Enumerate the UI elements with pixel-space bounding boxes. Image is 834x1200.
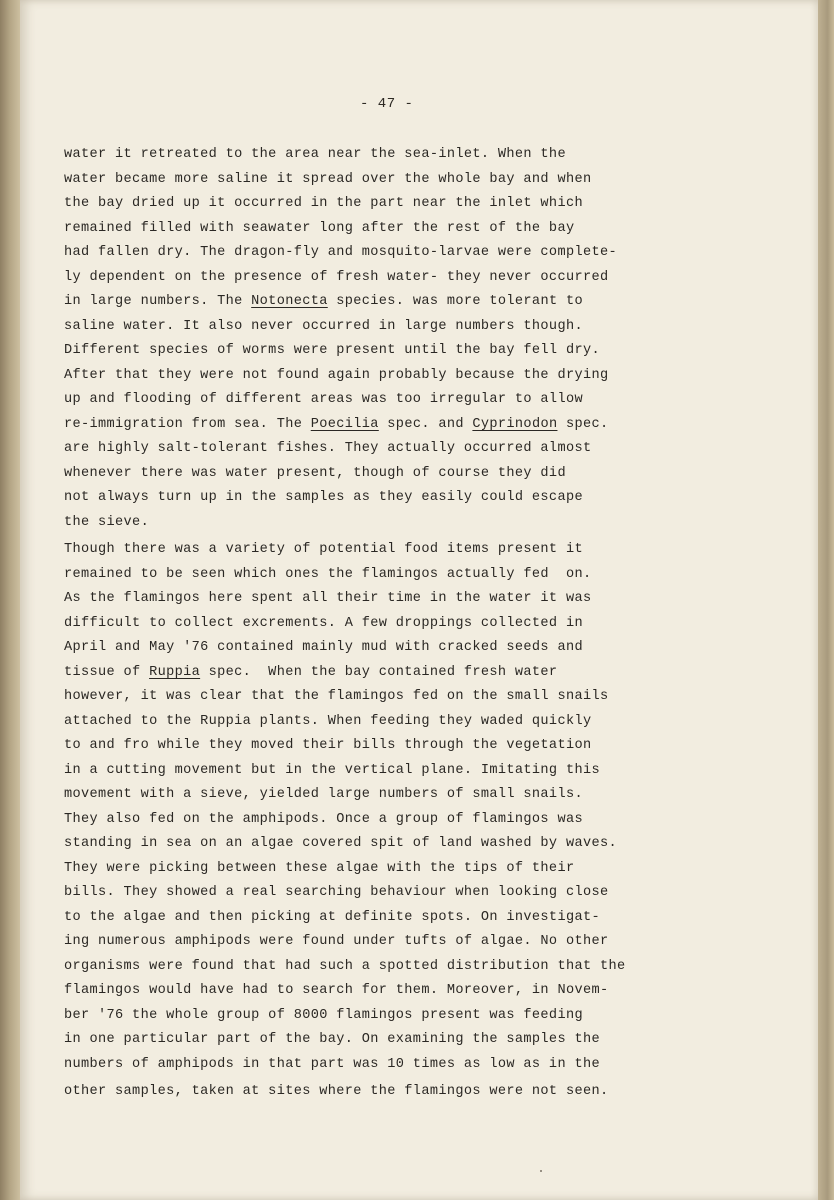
text-line	[64, 143, 764, 168]
text-line	[64, 783, 764, 808]
text-run: difficult to collect excrements. A few droppings collected in	[64, 615, 583, 631]
text-line	[64, 462, 764, 487]
text-run: tissue of	[64, 664, 150, 680]
text-run: As the flamingos here spent all their time in the water it was	[64, 591, 592, 606]
text-run: saline water. It also never occurred in large numbers though.	[64, 318, 583, 334]
text-run: up and flooding of different areas was too irregular to allow	[64, 392, 583, 407]
text-run: whenever there was water present, though of course they did	[64, 465, 566, 481]
text-run: water became more saline it spread over the whole bay and when	[64, 171, 592, 187]
text-line	[64, 881, 764, 906]
text-run: Though there was a variety of potential food items present it	[64, 542, 583, 557]
text-line	[64, 266, 764, 291]
text-run: re-immigration from sea. The	[64, 416, 311, 432]
text-run: spec. When the bay contained fresh water	[200, 664, 558, 680]
underlined-taxon: Cyprinodon	[472, 416, 558, 432]
text-line	[64, 906, 764, 931]
text-line	[64, 636, 764, 661]
text-line	[64, 734, 764, 759]
text-run: spec. and	[378, 416, 473, 432]
text-run: in one particular part of the bay. On examining the samples the	[64, 1032, 600, 1047]
text-run: flamingos would have had to search for them. Moreover, in Novem-	[64, 983, 609, 998]
text-run: standing in sea on an algae covered spit of land washed by waves.	[64, 836, 617, 851]
text-line	[64, 1028, 764, 1053]
text-run: had fallen dry. The dragon-fly and mosquito-larvae were complete-	[64, 245, 617, 260]
text-run: After that they were not found again probably because the drying	[64, 367, 609, 383]
text-line	[64, 1080, 764, 1105]
text-line	[64, 1004, 764, 1029]
text-run: April and May '76 contained mainly mud with cracked seeds and	[64, 640, 583, 655]
text-run: ly dependent on the presence of fresh water- they never occurred	[64, 269, 609, 285]
text-line	[64, 511, 764, 536]
page-number: - 47 -	[360, 96, 414, 112]
text-line	[64, 217, 764, 242]
text-run: spec.	[557, 416, 609, 432]
text-run: in large numbers. The	[64, 294, 252, 309]
body-text	[64, 143, 764, 1105]
text-line	[64, 241, 764, 266]
text-run: not always turn up in the samples as they easily could escape	[64, 490, 583, 505]
document-page	[20, 0, 818, 1200]
text-line	[64, 710, 764, 735]
text-line	[64, 685, 764, 710]
binding-shadow	[0, 0, 22, 1200]
text-line	[64, 486, 764, 511]
text-run: Different species of worms were present until the bay fell dry.	[64, 343, 600, 358]
underlined-taxon: Poecilia	[310, 416, 379, 432]
text-run: remained to be seen which ones the flamingos actually fed on.	[64, 566, 592, 582]
text-line	[64, 192, 764, 217]
text-run: organisms were found that had such a spotted distribution that the	[64, 958, 626, 974]
text-run: to the algae and then picking at definite spots. On investigat-	[64, 909, 600, 925]
next-page-edge	[818, 0, 834, 1200]
text-run: They were picking between these algae with the tips of their	[64, 860, 575, 876]
text-run: ing numerous amphipods were found under tufts of algae. No other	[64, 934, 609, 949]
text-run: bills. They showed a real searching behaviour when looking close	[64, 885, 609, 900]
text-run: numbers of amphipods in that part was 10 times as low as in the	[64, 1056, 600, 1072]
text-run: movement with a sieve, yielded large numbers of small snails.	[64, 787, 583, 802]
text-line	[64, 364, 764, 389]
text-line	[64, 612, 764, 637]
underlined-taxon: Ruppia	[149, 664, 201, 680]
text-line	[64, 168, 764, 193]
text-line	[64, 808, 764, 833]
text-line	[64, 388, 764, 413]
text-line	[64, 563, 764, 588]
text-line	[64, 437, 764, 462]
text-line	[64, 538, 764, 563]
text-run: ber '76 the whole group of 8000 flamingos present was feeding	[64, 1007, 583, 1023]
text-line	[64, 587, 764, 612]
text-line	[64, 290, 764, 315]
text-line	[64, 979, 764, 1004]
text-run: to and fro while they moved their bills through the vegetation	[64, 738, 592, 753]
text-line	[64, 930, 764, 955]
text-run: are highly salt-tolerant fishes. They actually occurred almost	[64, 441, 592, 456]
text-run: remained filled with seawater long after the rest of the bay	[64, 220, 575, 236]
text-line	[64, 339, 764, 364]
text-line	[64, 413, 764, 438]
text-line	[64, 661, 764, 686]
text-run: the sieve.	[64, 514, 150, 530]
text-run: species. was more tolerant to	[327, 294, 583, 309]
text-run: They also fed on the amphipods. Once a group of flamingos was	[64, 811, 583, 827]
text-run: other samples, taken at sites where the flamingos were not seen.	[64, 1084, 609, 1099]
text-run: attached to the Ruppia plants. When feeding they waded quickly	[64, 713, 592, 729]
text-line	[64, 315, 764, 340]
text-line	[64, 857, 764, 882]
text-line	[64, 1053, 764, 1078]
text-line	[64, 832, 764, 857]
text-run: however, it was clear that the flamingos fed on the small snails	[64, 689, 609, 704]
text-line	[64, 955, 764, 980]
text-run: in a cutting movement but in the vertical plane. Imitating this	[64, 762, 600, 778]
text-run: water it retreated to the area near the sea-inlet. When the	[64, 147, 566, 162]
text-run: the bay dried up it occurred in the part near the inlet which	[64, 196, 583, 211]
paper-speck	[540, 1170, 542, 1172]
underlined-taxon: Notonecta	[251, 294, 328, 309]
text-line	[64, 759, 764, 784]
